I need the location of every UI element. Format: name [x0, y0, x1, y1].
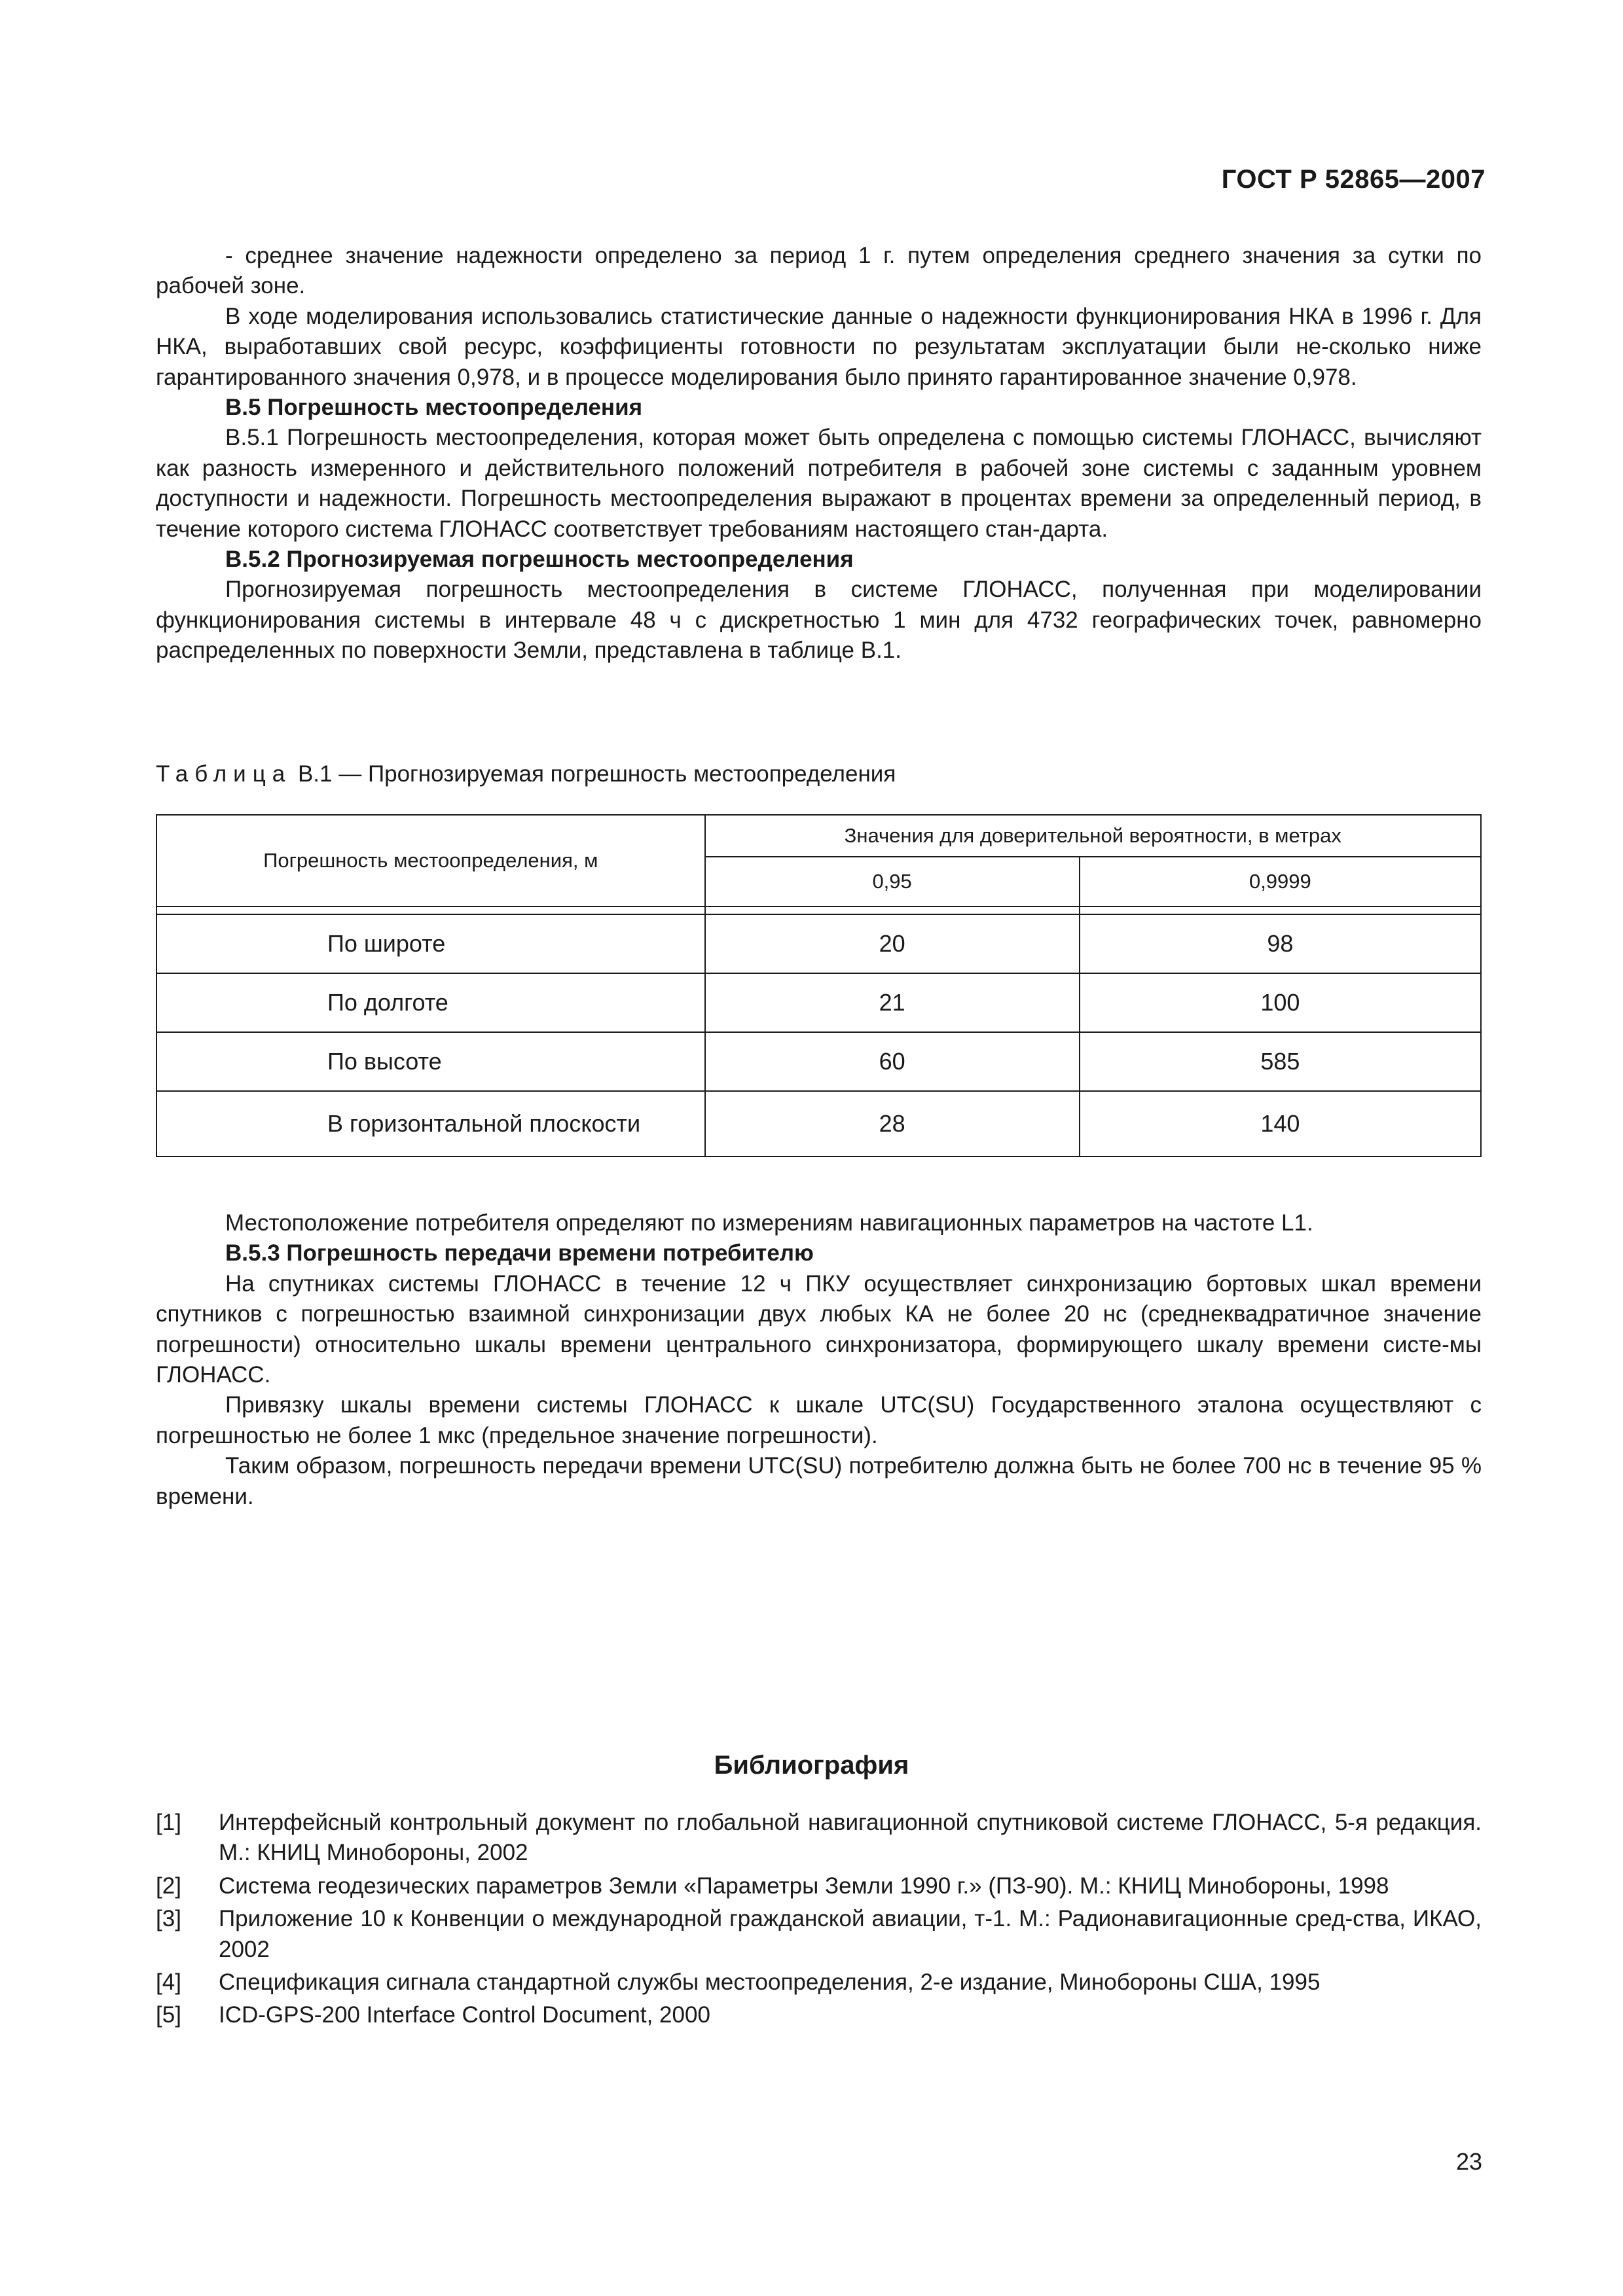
after-table-text	[156, 1208, 1482, 1512]
reference-number: [5]	[156, 2002, 181, 2028]
table-header-col-095: 0,95	[705, 857, 1080, 906]
row-value-095: 21	[705, 973, 1080, 1032]
row-value-095: 20	[705, 914, 1080, 973]
body-text	[156, 241, 1482, 666]
list-item	[156, 1904, 1482, 1965]
paragraph-sync: На спутниках системы ГЛОНАСС в течение 12 ч ПКУ осуществляет синхронизацию бортовых шкал времени спутников с погрешностью взаимной синхронизации двух любых КА не более 20 нс (среднеквадратичное значение погрешности) относительно шкалы времени центрального синхронизатора, формирующего шкалу времени систе-мы ГЛОНАСС.	[156, 1270, 1482, 1388]
paragraph-b52: Прогнозируемая погрешность местоопределения в системе ГЛОНАСС, полученная при моделировании функционирования системы в интервале 48 ч с дискретностью 1 мин для 4732 географических точек, равномерно распределенных по поверхности Земли, представлена в таблице В.1.	[156, 577, 1482, 664]
paragraph-conclusion: Таким образом, погрешность передачи времени UTC(SU) потребителю должна быть не более 700 нс в течение 95 % времени.	[156, 1453, 1482, 1509]
paragraph-l1: Местоположение потребителя определяют по измерениям навигационных параметров на частоте L1.	[225, 1210, 1313, 1236]
paragraph-b51: В.5.1 Погрешность местоопределения, которая может быть определена с помощью системы ГЛОНАСС, вычисляют как разность измеренного и действительного положений потребителя в рабочей зоне системы с заданным уровнем доступности и надежности. Погрешность местоопределения выражают в процентах времени за определенный период, в течение которого система ГЛОНАСС соответствует требованиям настоящего стан-дарта.	[156, 425, 1482, 542]
accuracy-table	[156, 814, 1482, 1157]
page-number: 23	[1455, 2148, 1482, 2175]
table-row	[156, 914, 1481, 973]
paragraph-utc: Привязку шкалы времени системы ГЛОНАСС к шкале UTC(SU) Государственного эталона осуществляют с погрешностью не более 1 мкс (предельное значение погрешности).	[156, 1392, 1482, 1448]
reference-text: Система геодезических параметров Земли «Параметры Земли 1990 г.» (ПЗ-90). М.: КНИЦ Минобороны, 1998	[219, 1873, 1389, 1899]
reference-text: Интерфейсный контрольный документ по глобальной навигационной спутниковой системе ГЛОНАСС, 5-я редакция. М.: КНИЦ Минобороны, 2002	[219, 1810, 1482, 1866]
table-double-rule	[156, 906, 1481, 914]
row-value-09999: 100	[1080, 973, 1481, 1032]
paragraph-modeling: В ходе моделирования использовались статистические данные о надежности функционирования НКА в 1996 г. Для НКА, выработавших свой ресурс, коэффициенты готовности по результатам эксплуатации были не-сколько ниже гарантированного значения 0,978, и в процессе моделирования было принято гарантированное значение 0,978.	[156, 303, 1482, 390]
table-row	[156, 973, 1481, 1032]
table-header-col-09999: 0,9999	[1080, 857, 1481, 906]
bibliography-list	[156, 1808, 1482, 2034]
bibliography-title: Библиография	[714, 1751, 909, 1780]
reference-number: [2]	[156, 1873, 181, 1899]
table-caption-title: В.1 — Прогнозируемая погрешность местоопределения	[291, 761, 896, 787]
table-header-confidence: Значения для доверительной вероятности, в метрах	[705, 815, 1482, 857]
reference-text: Приложение 10 к Конвенции о международной гражданской авиации, т-1. М.: Радионавигационные сред-ства, ИКАО, 2002	[219, 1906, 1482, 1962]
row-label: По долготе	[156, 973, 705, 1032]
section-heading-b53: В.5.3 Погрешность передачи времени потребителю	[225, 1240, 814, 1266]
table-header-error: Погрешность местоопределения, м	[156, 815, 705, 906]
list-item	[156, 1967, 1482, 1998]
row-value-09999: 140	[1080, 1091, 1481, 1157]
table-caption	[156, 759, 896, 789]
table-row	[156, 1091, 1481, 1157]
reference-text: Спецификация сигнала стандартной службы местоопределения, 2-е издание, Минобороны США, 1995	[219, 1969, 1321, 1996]
list-item	[156, 2000, 1482, 2030]
section-heading-b5: В.5 Погрешность местоопределения	[225, 395, 643, 421]
standard-code: ГОСТ Р 52865—2007	[1221, 165, 1486, 194]
row-label: В горизонтальной плоскости	[156, 1091, 705, 1157]
paragraph-reliability-mean: - среднее значение надежности определено за период 1 г. путем определения среднего значения за сутки по рабочей зоне.	[156, 243, 1482, 299]
section-heading-b52: В.5.2 Прогнозируемая погрешность местоопределения	[225, 547, 854, 573]
reference-number: [3]	[156, 1906, 181, 1932]
row-value-095: 60	[705, 1032, 1080, 1091]
reference-text: ICD-GPS-200 Interface Control Document, 2000	[219, 2002, 710, 2028]
list-item	[156, 1871, 1482, 1901]
list-item	[156, 1808, 1482, 1869]
table-row	[156, 1032, 1481, 1091]
reference-number: [4]	[156, 1969, 181, 1996]
row-value-09999: 98	[1080, 914, 1481, 973]
row-label: По высоте	[156, 1032, 705, 1091]
row-value-09999: 585	[1080, 1032, 1481, 1091]
reference-number: [1]	[156, 1810, 181, 1835]
row-label: По широте	[156, 914, 705, 973]
table-caption-label: Таблица	[156, 761, 292, 787]
row-value-095: 28	[705, 1091, 1080, 1157]
